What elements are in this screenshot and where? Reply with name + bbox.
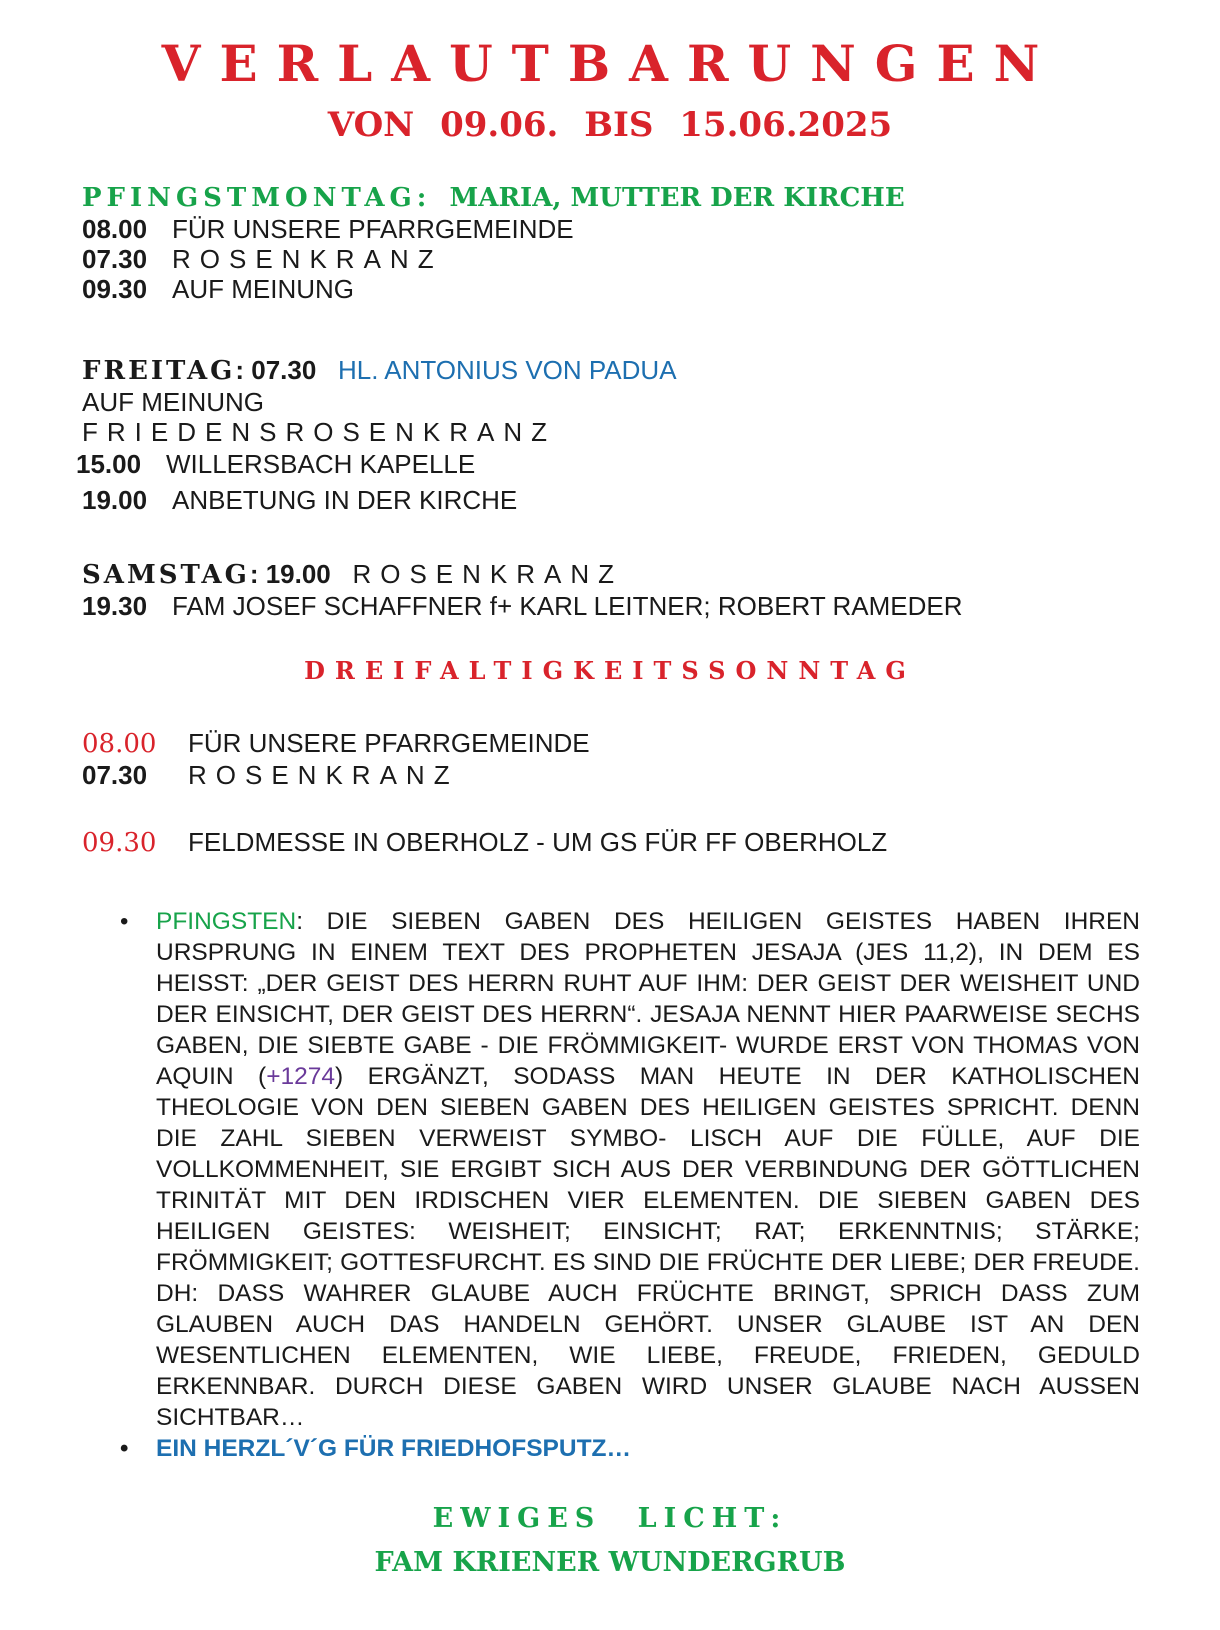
intention: ROSENKRANZ <box>352 559 624 589</box>
day-label: PFINGSTMONTAG: <box>82 183 432 213</box>
samstag-heading <box>82 558 623 591</box>
feast-label: MARIA, MUTTER DER KIRCHE <box>449 183 905 213</box>
schedule-row <box>82 759 459 791</box>
time: 19.00 <box>82 485 148 515</box>
time: 08.00 <box>82 214 148 244</box>
list-item <box>120 1433 1140 1464</box>
time: : 19.00 <box>249 559 331 589</box>
ewiges-licht-label: EWIGES LICHT: <box>432 1503 788 1534</box>
time: 19.30 <box>82 591 148 621</box>
schedule-row <box>82 826 887 859</box>
time: 09.30 <box>82 274 148 304</box>
intention: FELDMESSE IN OBERHOLZ - UM GS FÜR FF OBERHOLZ <box>188 827 888 857</box>
intention: FAM JOSEF SCHAFFNER f+ KARL LEITNER; ROBERT RAMEDER <box>172 591 963 621</box>
time: : 07.30 <box>235 355 317 385</box>
thanks-note: EIN HERZL´V´G FÜR FRIEDHOFSPUTZ… <box>156 1435 632 1462</box>
schedule-row <box>82 484 517 516</box>
time: 09.30 <box>82 828 157 858</box>
sunday-heading: DREIFALTIGKEITSSONNTAG <box>304 656 916 685</box>
schedule-row <box>76 448 475 480</box>
freitag-line: AUF MEINUNG <box>82 387 264 417</box>
intention: WILLERSBACH KAPELLE <box>166 449 476 479</box>
date-range: VON 09.06. BIS 15.06.2025 <box>327 105 893 145</box>
list-item <box>120 906 1140 1433</box>
intention: FÜR UNSERE PFARRGEMEINDE <box>172 214 574 244</box>
intention: ROSENKRANZ <box>172 244 443 274</box>
time: 08.00 <box>82 729 157 759</box>
intention: ANBETUNG IN DER KIRCHE <box>172 485 518 515</box>
feast-label: HL. ANTONIUS VON PADUA <box>337 355 677 385</box>
pfingsten-text: : DIE SIEBEN GABEN DES HEILIGEN GEISTES HABEN IHREN URSPRUNG IN EINEM TEXT DES PROPHETEN JESAJA (JES 11,2), IN DEM ES HEISST: „DER GEIST DES HERRN RUHT AUF IHM: DER GEIST DER WEISHEIT UND DER EINSICHT, DER GEIST DES HERRN“. JESAJA NENNT HIER PAARWEISE SECHS GABEN, DIE SIEBTE GABE - DIE FRÖMMIGKEIT- WURDE ERST VON THOMAS VON AQUIN ( <box>156 908 1140 1090</box>
time: 07.30 <box>82 760 148 790</box>
year-highlight: +1274 <box>266 1063 336 1090</box>
schedule-row <box>82 213 574 245</box>
ewiges-licht-name: FAM KRIENER WUNDERGRUB <box>374 1547 846 1578</box>
pfingsten-text: ) ERGÄNZT, SODASS MAN HEUTE IN DER KATHOLISCHEN THEOLOGIE VON DEN SIEBEN GABEN DES HEILIGEN GEISTES SPRICHT. DENN DIE ZAHL SIEBEN VERWEIST SYMBO- LISCH AUF DIE FÜLLE, AUF DIE VOLLKOMMENHEIT, SIE ERGIBT SICH AUS DER VERBINDUNG DER GÖTTLICHEN TRINITÄT MIT DEN IRDISCHEN VIER ELEMENTEN. DIE SIEBEN GABEN DES HEILIGEN GEISTES: WEISHEIT; EINSICHT; RAT; ERKENNTNIS; STÄRKE; FRÖMMIGKEIT; GOTTESFURCHT. ES SIND DIE FRÜCHTE DER LIEBE; DER FREUDE. DH: DASS WAHRER GLAUBE AUCH FRÜCHTE BRINGT, SPRICH DASS ZUM GLAUBEN AUCH DAS HANDELN GEHÖRT. UNSER GLAUBE IST AN DEN WESENTLICHEN ELEMENTEN, WIE LIEBE, FREUDE, FRIEDEN, GEDULD ERKENNBAR. DURCH DIESE GABEN WIRD UNSER GLAUBE NACH AUSSEN SICHTBAR… <box>156 1063 1140 1431</box>
pfingsten-label: PFINGSTEN <box>156 908 297 935</box>
intention: FÜR UNSERE PFARRGEMEINDE <box>188 728 590 758</box>
day-label: SAMSTAG <box>82 560 250 590</box>
schedule-row <box>82 243 443 275</box>
pfingstmontag-heading <box>82 181 905 214</box>
intention: ROSENKRANZ <box>188 760 459 790</box>
page-title: VERLAUTBARUNGEN <box>161 34 1059 93</box>
schedule-row <box>82 727 590 760</box>
day-label: FREITAG <box>82 356 236 386</box>
time: 07.30 <box>82 244 148 274</box>
schedule-row <box>82 590 963 622</box>
intention: AUF MEINUNG <box>172 274 354 304</box>
notes-list <box>120 906 1140 1464</box>
schedule-row <box>82 273 354 305</box>
freitag-heading <box>82 354 677 387</box>
time: 15.00 <box>76 449 142 479</box>
freitag-line: FRIEDENSROSENKRANZ <box>82 417 557 447</box>
